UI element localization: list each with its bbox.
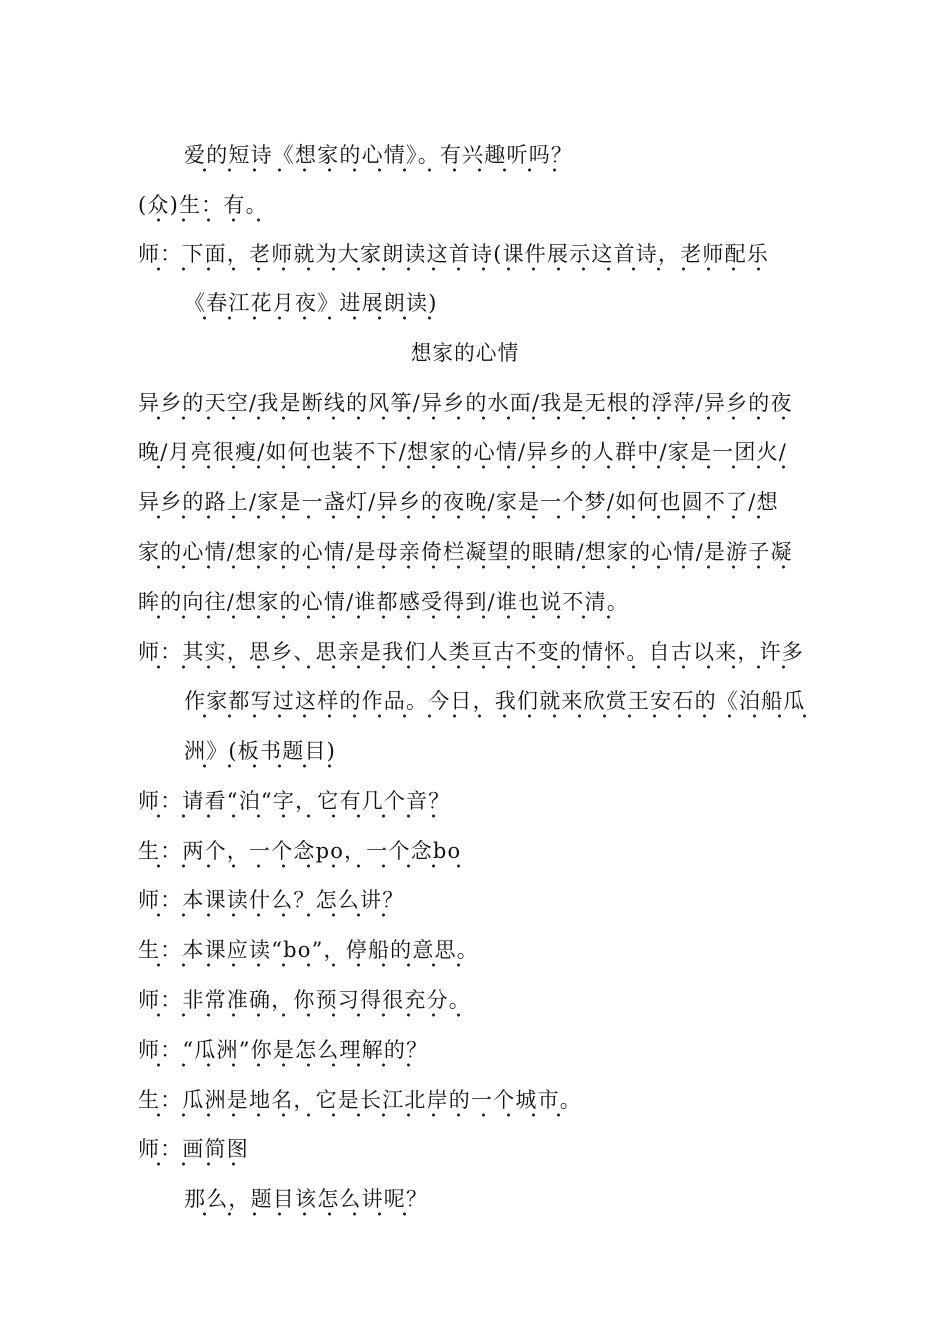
text-line: 爱的短诗《想家的心情》。有兴趣听吗？ (184, 140, 573, 176)
text-line: 师：非常准确，你预习得很充分。 (138, 985, 471, 1021)
text-line: 那么，题目该怎么讲呢？ (184, 1184, 428, 1220)
text-line: 师：请看“泊“字，它有几个音？ (138, 786, 450, 822)
poem-line: 家的心情/想家的心情/是母亲倚栏凝望的眼睛/想家的心情/是游子凝 (138, 537, 793, 573)
text-line: 作家都写过这样的作品。今日，我们就来欣赏王安石的《泊船瓜 (184, 686, 806, 722)
text-line: 生：本课应读“bo”，停船的意思。 (138, 935, 479, 971)
text-line: 师：“瓜洲”你是怎么理解的？ (138, 1035, 428, 1071)
poem-line: 眸的向往/想家的心情/谁都感受得到/谁也说不清。 (138, 587, 629, 623)
poem-line: 晚/月亮很瘦/如何也装不下/想家的心情/异乡的人群中/家是一团火/ (138, 437, 787, 473)
text-line: 生：瓜洲是地名，它是长江北岸的一个城市。 (138, 1085, 582, 1121)
poem-line: 异乡的路上/家是一盏灯/异乡的夜晚/家是一个梦/如何也圆不了/想 (138, 487, 779, 523)
text-line: 师：画简图 (138, 1134, 249, 1170)
poem-title: 想家的心情 (410, 341, 520, 365)
text-line: (众)生：有。 (138, 190, 268, 226)
text-line: 《春江花月夜》进展朗读) (184, 288, 438, 324)
poem-line: 异乡的天空/我是断线的风筝/异乡的水面/我是无根的浮萍/异乡的夜 (138, 388, 793, 424)
text-line: 师：其实，思乡、思亲是我们人类亘古不变的情怀。自古以来，许多 (138, 637, 804, 673)
text-line: 师：下面，老师就为大家朗读这首诗(课件展示这首诗，老师配乐 (138, 239, 769, 275)
text-line: 师：本课读什么？怎么讲？ (138, 885, 404, 921)
text-line: 洲》(板书题目) (184, 736, 336, 772)
text-line: 生：两个，一个念po，一个念bo (138, 836, 461, 872)
